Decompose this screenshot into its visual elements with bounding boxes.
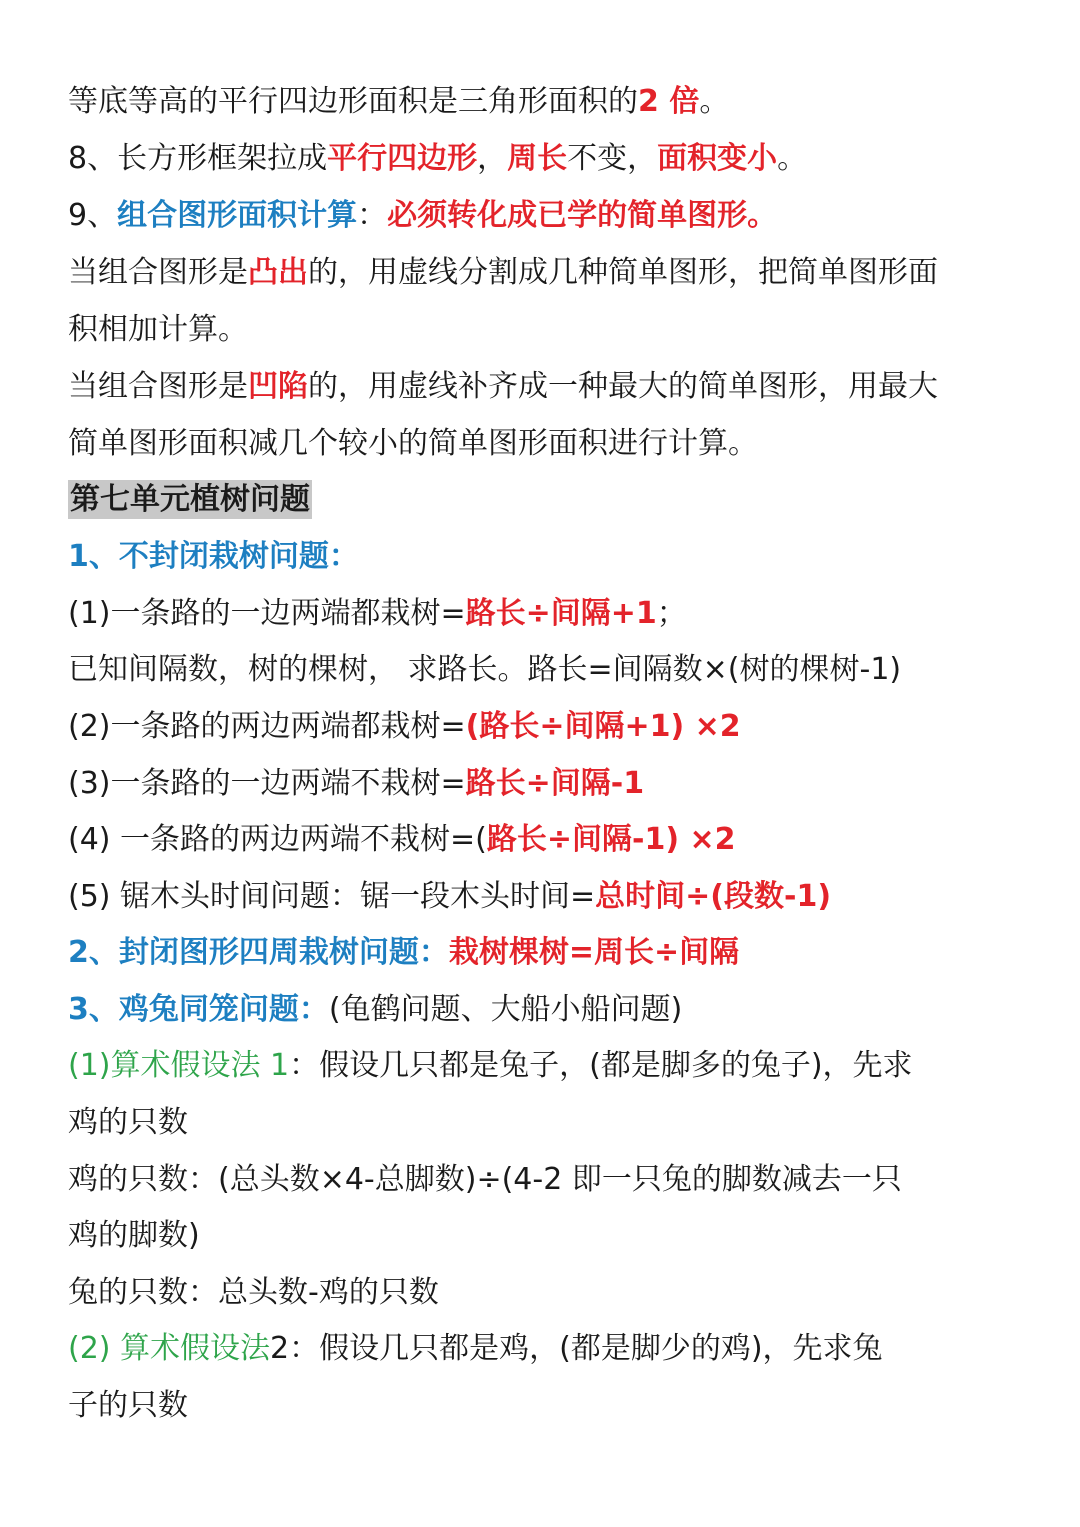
emphasis-red: 凹陷 [248, 369, 308, 404]
emphasis-red: 凸出 [248, 255, 308, 290]
subheading-blue: 3、鸡兔同笼问题： [68, 992, 329, 1027]
text-span: 。 [699, 84, 730, 119]
subheading-blue: 2、封闭图形四周栽树问题： [68, 935, 449, 970]
method-label-green: (2) 算术假设法 [68, 1331, 271, 1366]
text-span: ， [477, 141, 508, 176]
text-span: ： [357, 198, 388, 233]
section-heading-line [68, 480, 1018, 520]
text-span: 积相加计算。 [68, 312, 248, 347]
text-line [68, 764, 1018, 804]
text-line [68, 1386, 1018, 1426]
formula-red: 栽树棵树=周长÷间隔 [448, 935, 740, 970]
text-span: 兔的只数：总头数-鸡的只数 [68, 1275, 439, 1310]
text-span: 鸡的只数 [68, 1105, 188, 1140]
text-span: 当组合图形是 [68, 255, 248, 290]
text-span: 鸡的只数：(总头数×4-总脚数)÷(4-2 即一只兔的脚数减去一只 [68, 1162, 902, 1197]
text-span: 鸡的脚数) [68, 1218, 200, 1253]
text-span: (4) 一条路的两边两端不栽树=( [68, 822, 487, 857]
text-span: (2)一条路的两边两端都栽树= [68, 709, 466, 744]
text-span: ：假设几只都是兔子，(都是脚多的兔子)，先求 [289, 1048, 913, 1083]
text-line [68, 537, 1018, 577]
method-label-green: (1)算术假设法 1 [68, 1048, 290, 1083]
text-span: (3)一条路的一边两端不栽树= [68, 766, 466, 801]
text-span: 已知间隔数，树的棵树， 求路长。路长=间隔数×(树的棵树-1) [68, 652, 902, 687]
emphasis-red: 平行四边形 [327, 141, 478, 176]
emphasis-red: 必须转化成已学的简单图形。 [387, 198, 778, 233]
text-line [68, 594, 1018, 634]
formula-red: (路长÷间隔+1) ×2 [465, 709, 741, 744]
emphasis-red: 2 倍 [638, 84, 700, 119]
text-span: 。 [777, 141, 808, 176]
text-span: ； [656, 596, 687, 631]
text-span: 8、长方形框架拉成 [68, 141, 328, 176]
formula-red: 路长÷间隔+1 [465, 596, 657, 631]
text-span: (龟鹤问题、大船小船问题) [328, 992, 683, 1027]
formula-red: 总时间÷(段数-1) [595, 879, 832, 914]
subheading-blue: 1、不封闭栽树问题： [68, 539, 359, 574]
text-span: 当组合图形是 [68, 369, 248, 404]
text-line [68, 196, 1018, 236]
text-line [68, 990, 1018, 1030]
text-span: (1)一条路的一边两端都栽树= [68, 596, 466, 631]
text-line [68, 424, 1018, 464]
text-line [68, 1329, 1018, 1369]
text-line [68, 139, 1018, 179]
text-span: 的，用虚线补齐成一种最大的简单图形，用最大 [308, 369, 938, 404]
text-line [68, 367, 1018, 407]
text-line [68, 253, 1018, 293]
emphasis-red: 面积变小 [657, 141, 778, 176]
text-span: 子的只数 [68, 1388, 188, 1423]
text-span: 等底等高的平行四边形面积是三角形面积的 [68, 84, 638, 119]
text-line [68, 707, 1018, 747]
text-line [68, 1160, 1018, 1200]
text-span: 9、 [68, 198, 118, 233]
text-line [68, 1046, 1018, 1086]
text-span: 简单图形面积减几个较小的简单图形面积进行计算。 [68, 426, 758, 461]
text-line [68, 1103, 1018, 1143]
text-line [68, 650, 1018, 690]
text-line [68, 820, 1018, 860]
text-span: 2：假设几只都是鸡，(都是脚少的鸡)，先求兔 [270, 1331, 883, 1366]
text-line [68, 1273, 1018, 1313]
section-heading: 第七单元植树问题 [70, 482, 310, 517]
text-line [68, 877, 1018, 917]
formula-red: 路长÷间隔-1) ×2 [486, 822, 736, 857]
emphasis-red: 周长 [507, 141, 568, 176]
text-line [68, 1216, 1018, 1256]
text-span: 不变， [567, 141, 658, 176]
subheading-blue: 组合图形面积计算 [117, 198, 358, 233]
text-span: (5) 锯木头时间问题：锯一段木头时间= [68, 879, 596, 914]
text-line [68, 310, 1018, 350]
formula-red: 路长÷间隔-1 [465, 766, 645, 801]
text-span: 的，用虚线分割成几种简单图形，把简单图形面 [308, 255, 938, 290]
text-line [68, 933, 1018, 973]
text-line [68, 82, 1018, 122]
